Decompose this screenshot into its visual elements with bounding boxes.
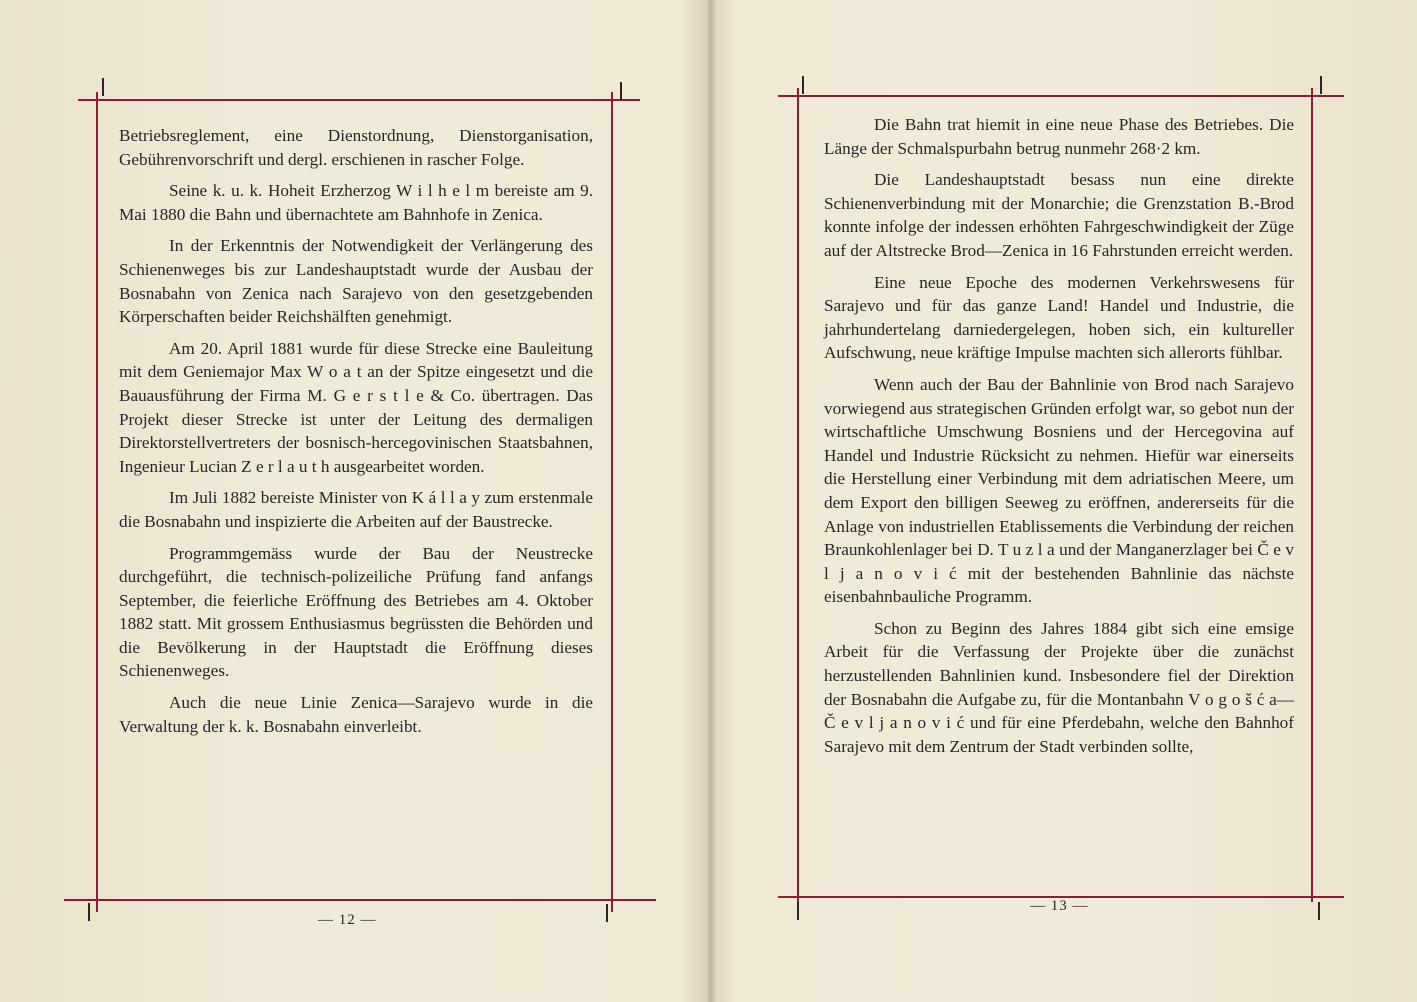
paragraph: Wenn auch der Bau der Bahnlinie von Brod nach Sarajevo vorwiegend aus strategischen Gründen erfolgt war, so gebot nun der wirtschaftliche Umschwung Bosniens und der Hercegovina auf Handel und Industrie Rücksicht zu nehmen. Hiefür war einerseits die Herstellung einer Verbindung mit dem adriatischen Meere, um dem Export den billigen Seeweg zu eröffnen, andererseits für die Anlage von industriellen Etablissements die Verbindung der reichen Braunkohlenlager bei D. T u z l a und der Manganerzlager bei Č e v l j a n o v i ć mit der bestehenden Bahnlinie das nächste eisenbahnbauliche Programm. (824, 374, 1294, 607)
left-frame-rule (797, 88, 799, 902)
left-page (0, 0, 708, 1002)
top-frame-rule (78, 99, 640, 101)
paragraph: Auch die neue Linie Zenica—Sarajevo wurde in die Verwaltung der k. k. Bosnabahn einverleibt. (119, 693, 593, 736)
paragraph: Schon zu Beginn des Jahres 1884 gibt sich eine emsige Arbeit für die Verfassung der Projekte über die zunächst herzustellenden Bahnlinien kund. Insbesondere fiel der Direktion der Bosnabahn die Aufgabe zu, für die Montanbahn V o g o š ć a—Č e v l j a n o v i ć und für eine Pferdebahn, welche den Bahnhof Sarajevo mit dem Zentrum der Stadt verbinden sollte, (824, 618, 1294, 756)
left-page-text (119, 124, 593, 738)
right-frame-rule (611, 92, 613, 912)
paragraph: Eine neue Epoche des modernen Verkehrswesens für Sarajevo und für das ganze Land! Handel und Industrie, die jahrhundertelang darniedergelegen, hoben sich, ein kultureller Aufschwung, neue kräftige Impulse machten sich allerorts fühlbar. (824, 272, 1294, 363)
paragraph: Programmgemäss wurde der Bau der Neustrecke durchgeführt, die technisch-polizeiliche Prüfung fand anfangs September, die feierliche Eröffnung des Betriebes am 4. Oktober 1882 statt. Mit grossem Enthusiasmus begrüssten die Behörden und die Bevölkerung in der Hauptstadt die Eröffnung dieses Schienenweges. (119, 543, 593, 681)
paragraph: Im Juli 1882 bereiste Minister von K á l l a y zum erstenmale die Bosnabahn und inspizierte die Arbeiten auf der Baustrecke. (119, 488, 593, 531)
paragraph: Seine k. u. k. Hoheit Erzherzog W i l h e l m bereiste am 9. Mai 1880 die Bahn und übernachtete am Bahnhofe in Zenica. (119, 181, 593, 224)
page-number: — 12 — (318, 912, 377, 928)
paragraph: Die Landeshauptstadt besass nun eine direkte Schienenverbindung mit der Monarchie; die Grenzstation B.-Brod konnte infolge der indessen erhöhten Fahrgeschwindigkeit der Züge auf der Altstrecke Brod—Zenica in 16 Fahrstunden erreicht werden. (824, 170, 1294, 260)
paragraph: Die Bahn trat hiemit in eine neue Phase des Betriebes. Die Länge der Schmalspurbahn betrug nunmehr 268·2 km. (824, 115, 1294, 158)
bottom-right-tick (606, 904, 608, 922)
paragraph: Betriebsreglement, eine Dienstordnung, Dienstorganisation, Gebührenvorschrift und dergl. erschienen in rascher Folge. (119, 126, 593, 169)
top-left-tick (802, 76, 804, 94)
left-frame-rule (96, 92, 98, 912)
paragraph: Am 20. April 1881 wurde für diese Strecke eine Bauleitung mit dem Geniemajor Max W o a t an der Spitze eingesetzt und die Bauausführung der Firma M. G e r s t l e & Co. übertragen. Das Projekt dieser Strecke ist unter der Leitung des dermaligen Direktorstellvertreters der bosnisch-hercegovinischen Staatsbahnen, Ingenieur Lucian Z e r l a u t h ausgearbeitet worden. (119, 338, 593, 476)
bottom-left-tick (797, 902, 799, 920)
top-right-tick (1320, 76, 1322, 94)
bottom-frame-rule (64, 899, 656, 901)
right-frame-rule (1311, 88, 1313, 902)
bottom-right-tick (1318, 902, 1320, 920)
bottom-left-tick (88, 903, 90, 921)
right-page (712, 0, 1417, 1002)
right-page-text (824, 113, 1294, 758)
top-frame-rule (778, 95, 1344, 97)
page-number: — 13 — (1030, 898, 1089, 914)
paragraph: In der Erkenntnis der Notwendigkeit der Verlängerung des Schienenweges bis zur Landeshauptstadt wurde der Ausbau der Bosnabahn von Zenica nach Sarajevo von den gesetzgebenden Körperschaften beider Reichshälften genehmigt. (119, 236, 593, 327)
top-left-tick (102, 78, 104, 96)
top-right-tick (620, 82, 622, 100)
